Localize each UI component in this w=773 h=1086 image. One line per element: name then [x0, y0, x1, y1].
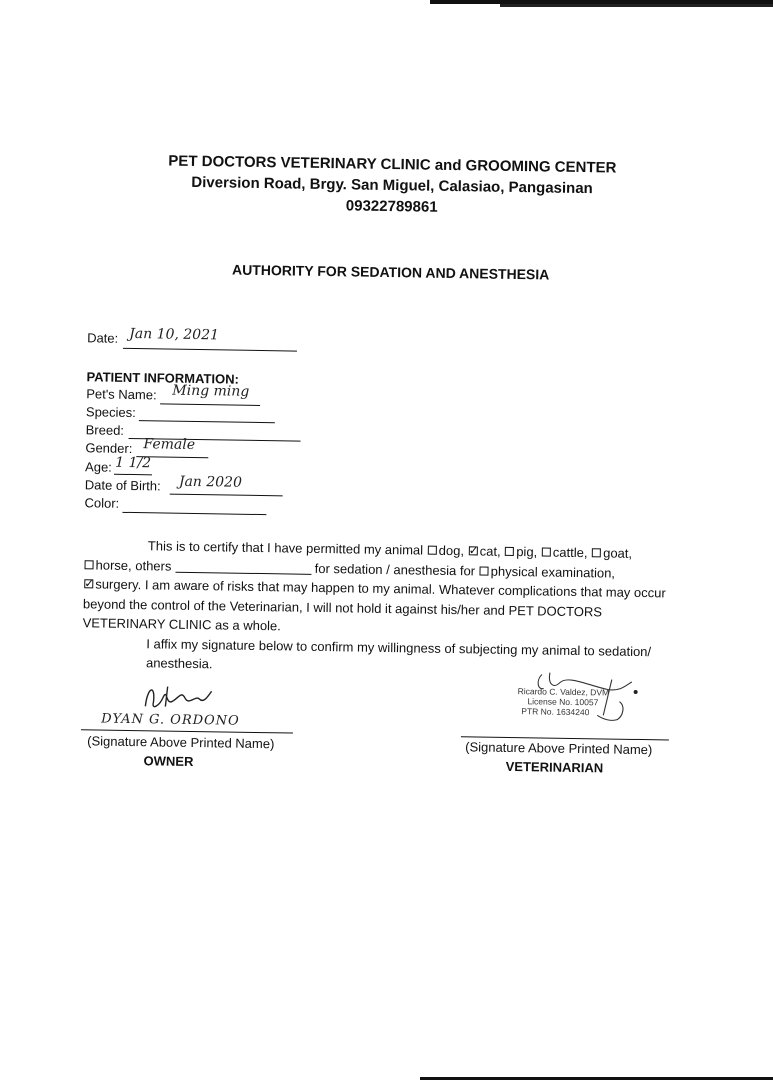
age-value[interactable]: 1 1/2 — [115, 454, 152, 472]
species-line — [139, 420, 275, 423]
consent-risk-text: I am aware of risks that may happen to my animal. Whatever complications that may occur beyond the control of the Veterinarian, I will not hold it against his/her and PET DOCTORS VETERINARY CLINIC as a whole. — [82, 577, 666, 634]
vet-stamp — [517, 686, 609, 717]
pets-name-label: Pet's Name: — [86, 386, 157, 403]
pets-name-line — [160, 403, 260, 406]
label-goat: goat, — [603, 545, 633, 561]
checkbox-cat[interactable] — [468, 543, 479, 558]
checkbox-goat[interactable] — [592, 548, 601, 557]
vet-stamp-name: Ricardo C. Valdez, DVM — [517, 686, 610, 698]
dob-value[interactable]: Jan 2020 — [178, 473, 243, 491]
checkbox-physical-exam[interactable] — [480, 566, 489, 575]
color-label: Color: — [84, 495, 120, 511]
age-label: Age: — [84, 459, 112, 475]
breed-label: Breed: — [85, 422, 125, 438]
consent-line-3 — [83, 574, 676, 642]
clinic-phone: 09322789861 — [345, 197, 438, 216]
owner-printed-name: DYAN G. ORDONO — [101, 711, 240, 729]
owner-caption: (Signature Above Printed Name) — [87, 733, 275, 752]
vet-caption: (Signature Above Printed Name) — [465, 739, 653, 758]
gender-value[interactable]: Female — [143, 436, 196, 453]
patient-info-title: PATIENT INFORMATION: — [86, 369, 240, 387]
pets-name-value[interactable]: Ming ming — [172, 382, 250, 400]
color-line — [122, 512, 266, 515]
vet-role: VETERINARIAN — [505, 758, 604, 776]
age-line — [114, 474, 152, 476]
checkbox-pig[interactable] — [505, 547, 514, 556]
label-physical-exam: physical examination, — [490, 563, 616, 581]
gender-label: Gender: — [85, 440, 133, 457]
clinic-address: Diversion Road, Brgy. San Miguel, Calasiao, Pangasinan — [191, 173, 593, 198]
label-cattle: cattle, — [552, 544, 588, 561]
date-label: Date: — [87, 330, 119, 346]
label-for-sedation: for sedation / anesthesia for — [314, 560, 476, 578]
checkbox-surgery[interactable] — [84, 576, 95, 591]
date-value[interactable]: Jan 10, 2021 — [129, 325, 220, 344]
checkbox-cattle[interactable] — [542, 547, 551, 556]
label-dog: dog, — [438, 542, 465, 559]
check-mark-icon: ✓ — [468, 543, 479, 558]
dob-line — [170, 494, 283, 497]
consent-intro: This is to certify that I have permitted my animal — [147, 538, 424, 558]
consent-affix-text: I affix my signature below to confirm my willingness of subjecting my animal to sedation/ anesthesia. — [145, 635, 652, 672]
label-cat: cat, — [479, 543, 501, 559]
species-label: Species: — [85, 404, 136, 421]
vet-stamp-ptr: PTR No. 1634240 — [521, 706, 590, 718]
owner-role: OWNER — [143, 753, 194, 770]
form-title: AUTHORITY FOR SEDATION AND ANESTHESIA — [231, 261, 550, 283]
others-blank[interactable] — [175, 571, 311, 574]
owner-signature — [137, 676, 228, 715]
vet-stamp-license: License No. 10057 — [527, 696, 599, 708]
label-horse: horse, others — [95, 556, 172, 574]
checkbox-horse[interactable] — [85, 560, 94, 569]
checkbox-dog[interactable] — [428, 546, 437, 555]
label-pig: pig, — [516, 544, 538, 560]
label-surgery: surgery. — [95, 576, 142, 593]
date-line — [123, 348, 297, 352]
check-mark-icon: ✓ — [84, 576, 95, 591]
dob-label: Date of Birth: — [84, 477, 161, 494]
clinic-name: PET DOCTORS VETERINARY CLINIC and GROOMING CENTER — [168, 152, 617, 177]
